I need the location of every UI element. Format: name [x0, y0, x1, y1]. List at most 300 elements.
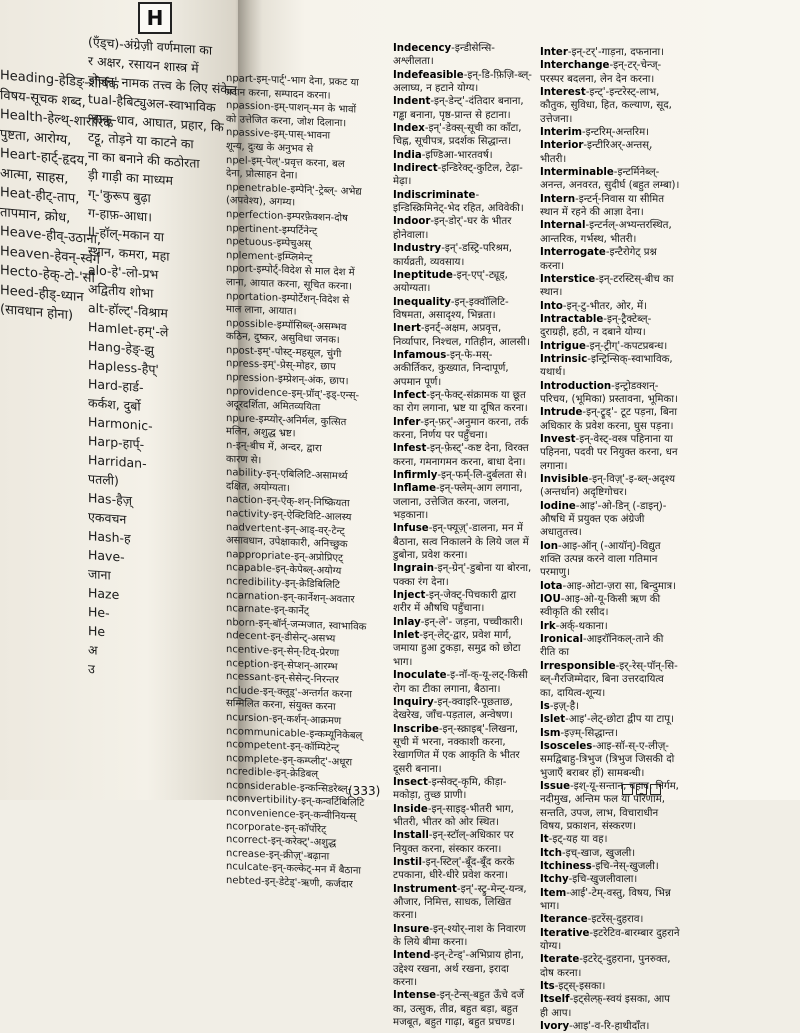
dictionary-entry — [540, 300, 680, 313]
entry-definition: -इनर्ट्-अक्षम, अप्रवृत्त, निर्व्यापार, निश्चल, गतिहीन, आलसी। — [393, 323, 530, 348]
dictionary-entry: npure-इम्प्योर्-अनिर्मल, कुत्सित — [226, 412, 347, 429]
dictionary-entry: र अक्षर, रसायन शास्त्र में — [88, 53, 199, 76]
dictionary-entry — [540, 927, 680, 954]
dictionary-entry — [393, 189, 533, 216]
dictionary-entry: ncredibility-इन्-क्रेडिबिलिटि — [226, 575, 340, 591]
dictionary-entry: nplement-इम्प्लिमेन्ट् — [226, 249, 313, 264]
dictionary-entry — [540, 126, 680, 139]
entry-definition: -इन्'-डेक्स्-सूची का काँटा, चिह्न, सूचीपत्र, प्रदर्शक सिद्धान्त। — [393, 123, 522, 148]
dictionary-entry — [540, 500, 680, 540]
entry-definition: -इन्ट्'-इन्टरेस्ट्-लाभ, कौतुक, सुविधा, हित, कल्याण, सूद, उत्तेजना। — [540, 87, 672, 125]
dictionary-entry — [393, 149, 533, 162]
dictionary-entry — [393, 482, 533, 522]
dictionary-entry: ncompetent-इन्-कॉम्पिटेन्ट् — [226, 739, 340, 755]
entry-headword: Insure — [393, 923, 430, 935]
dictionary-entry — [540, 473, 680, 500]
entry-definition: -इन्-फ़र्'-अनुमान करना, तर्क करना, निर्णय पर पहुँचना। — [393, 416, 529, 441]
dictionary-entry — [393, 296, 533, 323]
entry-definition: -इन्-डोर्'-घर के भीतर होनेवाला। — [393, 216, 512, 241]
entry-headword: Inflame — [393, 483, 436, 495]
entry-definition: -इन्-फर्म्-लि-दुर्बलता से। — [437, 470, 527, 481]
entry-headword: Inequality — [393, 296, 451, 308]
dictionary-entry: पुष्टता, आरोग्य, — [0, 126, 72, 148]
dictionary-entry — [393, 589, 533, 616]
entry-definition: -इन्ट्रिन्सिक्-स्वाभाविक, यथार्थ। — [540, 353, 673, 379]
entry-headword: Interstice — [540, 273, 596, 285]
dictionary-entry: npress-इम्'-प्रेस्-मोहर, छाप — [226, 358, 336, 374]
entry-definition: -इचि-खुजलीवाला। — [568, 874, 638, 886]
entry-definition: -इन्-इक्वॉलिटि-विषमता, असादृश्य, भिन्नता। — [393, 296, 509, 321]
entry-headword: Instrument — [393, 883, 457, 895]
entry-definition: -आइ'-व-रि-हाथीदाँत। — [569, 1021, 650, 1033]
entry-definition: -इन्डिरेक्ट्-कुटिल, टेढ़ा-मेढ़ा। — [393, 163, 523, 188]
entry-headword: Industry — [393, 243, 442, 255]
dictionary-entry: देना, प्रोत्साहन देना। — [226, 168, 298, 182]
dictionary-entry — [393, 442, 533, 469]
dictionary-entry: nperfection-इम्परफ़ेक्शन-दोष — [226, 208, 348, 225]
dictionary-entry: npassion-इम्-पाशन्-मन के भावों — [226, 100, 357, 116]
left-page-column-outer — [0, 66, 150, 333]
dictionary-entry — [540, 620, 680, 633]
entry-definition: -आइ-ऑन् (-आयॉन्)-विद्युत शक्ति उत्पन्न करने वाला गतिमान परमाणु। — [540, 540, 661, 579]
entry-definition: -इन्सेक्ट्-कृमि, कीड़ा-मकोड़ा, तुच्छ प्राणी। — [393, 776, 507, 802]
entry-headword: Indent — [393, 96, 431, 108]
dictionary-entry — [540, 593, 680, 620]
entry-definition: -इन्-टर्-चेन्ज्-परस्पर बदलना, लेन देन करना। — [540, 60, 662, 85]
dictionary-entry — [393, 856, 533, 883]
entry-definition: -इन्डिस्क्रिमिनेट्-भेद रहित, अविवेकी। — [393, 189, 524, 215]
entry-headword: Irresponsible — [540, 660, 616, 672]
entry-headword: Inter — [540, 47, 568, 58]
dictionary-entry — [540, 340, 680, 353]
entry-headword: Iterative — [540, 927, 590, 939]
entry-headword: Itchy — [540, 874, 569, 886]
dictionary-entry — [540, 660, 680, 700]
dictionary-entry — [393, 989, 533, 1029]
entry-headword: Inert — [393, 323, 421, 335]
dictionary-entry: आत्मा, साहस, — [0, 165, 69, 187]
entry-definition: -आइ'-ओ-डिन् (-डाइन्)- औषधि में प्रयुक्त एक अंग्रेजी अधातुतत्त्व। — [540, 500, 667, 539]
dictionary-entry: Heed-हीड्-ध्यान — [0, 282, 84, 305]
dictionary-entry — [393, 242, 533, 269]
dictionary-entry — [393, 803, 533, 830]
entry-headword: Into — [540, 300, 563, 312]
dictionary-entry: nconvenience-इन्-कन्वीनियन्स् — [226, 807, 357, 823]
entry-definition: -इश्-यू-सन्तान, बहाव, निर्गम, नदीमुख, अन्तिम फल या परिणाम, सन्तति, उपज, लाभ, विचाराधीन विषय, प्रकाशन, संस्करण। — [540, 780, 679, 832]
entry-definition: -इज़्-है। — [549, 700, 580, 712]
dictionary-entry: ड्रोजन' नामक तत्त्व के लिए संकेत — [88, 72, 237, 98]
entry-definition: -इन्'-डस्ट्रि-परिश्रम, कार्यव्रती, व्यवसाय। — [393, 243, 512, 268]
entry-headword: Indirect — [393, 163, 438, 175]
footer-box — [650, 784, 661, 795]
dictionary-entry — [393, 522, 533, 562]
dictionary-entry — [540, 860, 680, 873]
entry-definition: -आइरॉनिकल्-ताने की रीति का — [540, 634, 664, 659]
dictionary-entry — [393, 95, 533, 122]
dictionary-entry: nport-इम्पोर्ट्-विदेश से माल देश में — [226, 263, 355, 279]
entry-headword: Infirmly — [393, 470, 438, 481]
dictionary-entry: ncredible-इन्-क्रेडिबल् — [226, 766, 319, 781]
dictionary-entry — [393, 122, 533, 149]
dictionary-entry: Hash-ह — [88, 528, 131, 546]
dictionary-entry: स्थान, कमरा, महा — [88, 243, 170, 264]
entry-definition: -इन्-ट्रीग्'-कपटप्रबन्ध। — [585, 340, 668, 352]
entry-headword: Intend — [393, 950, 431, 962]
dictionary-entry: माल लाना, आयात। — [226, 304, 297, 318]
entry-definition: -इट्स्-इसका। — [554, 981, 606, 993]
entry-definition: -इन्-लेट्-द्वार, प्रवेश मार्ग, जमाया हुआ टुकड़ा, समुद्र को छोटा भाग। — [393, 630, 521, 668]
entry-definition: -इ-नॉ-क्-यू-लट्-किसी रोग का टीका लगाना, बैठाना। — [393, 670, 528, 695]
entry-definition: -इन्-एप्'-ट्यूड्, अयोग्यता। — [393, 269, 508, 295]
entry-headword: Interim — [540, 127, 582, 139]
entry-headword: Inquiry — [393, 696, 434, 708]
entry-headword: Inside — [393, 803, 428, 815]
entry-headword: Irk — [540, 620, 556, 632]
dictionary-entry — [393, 562, 533, 589]
entry-definition: -इन्-ग्रेन्'-डुबोना या बोरना, पक्का रंग देना। — [393, 563, 532, 588]
entry-headword: Interest — [540, 87, 586, 99]
section-letter-box: H — [138, 2, 172, 34]
dictionary-entry: Health-हेल्थ्-शारीरिक — [0, 107, 114, 132]
entry-headword: Install — [393, 830, 429, 842]
dictionary-entry: Haze — [88, 585, 120, 603]
dictionary-entry — [393, 42, 533, 69]
dictionary-entry: (एँड्च)-अंग्रेज़ी वर्णमाला का — [88, 34, 213, 58]
entry-definition: -इन्-डि-फ़िज़ि-ब्ल्-अलाघ्य, न हटाने योग्य। — [393, 69, 532, 95]
entry-headword: Islet — [540, 714, 566, 726]
entry-definition: -इन्-टरस्टिस्-बीच का स्थान। — [540, 273, 674, 299]
dictionary-entry: ग-हाफ़-आधा। — [88, 205, 153, 225]
dictionary-entry — [540, 193, 680, 220]
dictionary-entry — [393, 949, 533, 989]
entry-headword: Instil — [393, 856, 422, 868]
entry-definition: -इटरेंस्-दुहराव। — [587, 914, 644, 926]
dictionary-entry: को उत्तेजित करना, जोश दिलाना। — [226, 113, 347, 129]
dictionary-entry: ncarnation-इन्-कार्नेशन्-अवतार — [226, 589, 355, 606]
entry-definition: -इन्टैरोगेट् प्रश्न करना। — [540, 247, 657, 272]
dictionary-entry — [393, 416, 533, 443]
dictionary-entry: ndecent-इन्-डीसेन्ट्-असभ्य — [226, 630, 336, 646]
entry-headword: Interchange — [540, 60, 610, 72]
dictionary-entry: tual-हैबिट्युअल-स्वाभाविक — [88, 91, 216, 115]
dictionary-entry: npetuous-इम्पेचुअस् — [226, 236, 311, 251]
dictionary-entry: nprovidence-इम्-प्रॉव्'-इड्-एन्स्- — [226, 385, 360, 402]
entry-definition: -इर्-रेस्-पॉन्-सि-ब्ल्-गैरजिम्मेदार, बिना उत्तरदायित्व का, दायित्व-शून्य। — [540, 660, 678, 699]
entry-headword: Ineptitude — [393, 269, 453, 281]
dictionary-entry — [393, 389, 533, 416]
entry-headword: Inlet — [393, 630, 420, 642]
entry-headword: Itch — [540, 847, 562, 859]
entry-headword: Itself — [540, 994, 570, 1006]
entry-definition: -इन्-फेक्ट्-संक्रामक या छूत का रोग लगाना, भ्रष्ट या दूषित करना। — [393, 389, 528, 415]
dictionary-entry: प्रदान करना, सम्पादन करना। — [226, 86, 331, 102]
entry-definition: -इन्-ट्रूड्'- टूट पड़ना, बिना अधिकार के प्रवेश करना, घुस पड़ना। — [540, 407, 677, 432]
entry-headword: Intrigue — [540, 340, 586, 352]
dictionary-entry: npertinent-इम्पर्टिनेन्ट् — [226, 222, 318, 237]
entry-headword: Inlay — [393, 616, 421, 628]
dictionary-entry — [540, 433, 680, 473]
dictionary-entry: He — [88, 623, 106, 640]
dictionary-entry: Hang-हेङ्-झु — [88, 338, 154, 358]
dictionary-entry: सम्मिलित करना, संयुक्त करना — [226, 698, 336, 714]
entry-headword: Invisible — [540, 474, 589, 485]
dictionary-entry: ना का बनाने की कठोरता — [88, 148, 200, 171]
dictionary-entry: Heat-हीट्-ताप, — [0, 185, 80, 207]
dictionary-entry — [393, 923, 533, 950]
entry-definition: -इन्-फ्लेम्-आग लगाना, जलाना, उत्तेजित करना, जलना, भड़काना। — [393, 483, 523, 522]
dictionary-entry — [393, 829, 533, 856]
entry-definition: -इन्टीरिअर्-अन्तस्, भीतरी। — [540, 140, 653, 165]
page-number: (333) — [348, 784, 381, 798]
dictionary-entry — [540, 833, 680, 846]
dictionary-entry: n-इन्-बीच में, अन्दर, द्वारा — [226, 440, 322, 455]
entry-headword: Inoculate — [393, 670, 447, 682]
dictionary-entry: npel-इम्-पेल्'-प्रवृत्त करना, बल — [226, 154, 345, 170]
entry-headword: Interrogate — [540, 247, 606, 259]
entry-headword: Indiscriminate — [393, 189, 476, 201]
dictionary-column-middle — [393, 42, 533, 1029]
dictionary-entry: ncorporate-इन्-कॉर्पोरेट् — [226, 820, 327, 836]
dictionary-entry: Hard-हार्ड- — [88, 376, 144, 395]
dictionary-entry: (अपवेश्य), अगम्य। — [226, 195, 296, 209]
dictionary-entry — [540, 380, 680, 407]
dictionary-entry: एकवचन — [88, 509, 127, 527]
dictionary-entry — [393, 696, 533, 723]
dictionary-entry: Has-हैज़् — [88, 490, 132, 509]
entry-headword: Ion — [540, 540, 559, 552]
dictionary-entry: Hamlet-हम्'-ले — [88, 319, 169, 340]
gutter-column — [226, 72, 376, 893]
dictionary-entry — [540, 887, 680, 914]
entry-definition: -इन्-टु-भीतर, ओर, में। — [562, 300, 648, 312]
dictionary-entry: लाना, आयात करना, सूचित करना। — [226, 276, 352, 293]
entry-headword: Isosceles — [540, 740, 593, 752]
dictionary-entry: Heave-हीव्-उठाना, — [0, 224, 102, 248]
dictionary-entry: npost-इम्'-पोस्ट्-महसूल, चुंगी — [226, 344, 342, 360]
entry-definition: -इन्-टर्'-गाड़ना, दफनाना। — [567, 47, 664, 58]
dictionary-entry: Harmonic- — [88, 414, 153, 434]
entry-headword: Ism — [540, 727, 561, 739]
entry-headword: Intrude — [540, 407, 583, 419]
dictionary-entry: nebted-इन्-डेटेड्'-ऋणी, कर्जदार — [226, 875, 353, 891]
dictionary-entry — [393, 616, 533, 629]
entry-headword: Index — [393, 123, 425, 135]
entry-headword: Ingrain — [393, 563, 434, 575]
dictionary-entry: ग्-'कुरूप बुढ़ा — [88, 186, 151, 206]
entry-definition: -इट्-यह या वह। — [548, 834, 608, 846]
entry-definition: -इन्-फे-मस्-अकीर्तिकर, कुख्यात, निन्दापूर्ण, अपमान पूर्ण। — [393, 349, 509, 388]
dictionary-entry — [540, 166, 680, 193]
entry-headword: Infect — [393, 389, 427, 401]
dictionary-entry: मलिन, अशुद्ध भ्रष्ट। — [226, 426, 296, 440]
entry-definition: -आइ'-लेट्-छोटा द्वीप या टापू। — [565, 714, 674, 726]
entry-definition: -इन्डीसेन्सि-अश्लीलता। — [393, 43, 495, 68]
entry-definition: -इन्टर्नल्-अभ्यन्तरस्थित, आन्तरिक, गर्भस्थ, भीतरी। — [540, 220, 672, 245]
entry-definition: -इन्-टेन्स्-बहुत ऊँचे दर्जे का, उत्सुक, तीव्र, बहुत बड़ा, बहुत मजबूत, बहुत गाढ़ा, बहुत प्रचण्ड। — [393, 990, 524, 1029]
entry-definition: -इचि-नेस्-खुजली। — [591, 860, 659, 872]
dictionary-entry: कर्कश, दुर्बो — [88, 395, 141, 414]
entry-headword: Inject — [393, 590, 426, 602]
dictionary-entry: ll-हॉल्-मकान या — [88, 224, 165, 245]
dictionary-entry — [540, 873, 680, 886]
entry-definition: -इन्-स्टॉल्-अधिकार पर नियुक्त करना, संस्कार करना। — [393, 830, 514, 855]
dictionary-entry — [540, 633, 680, 660]
entry-definition: -इन्-टेन्ड्'-अभिप्राय होना, उद्देश्य रखना, अर्थ रखना, इरादा करना। — [393, 950, 524, 989]
footer-box — [622, 784, 633, 795]
dictionary-entry: अद्वितीय शोभा — [88, 281, 154, 301]
dictionary-entry: Heart-हार्ट्-हृदय, — [0, 146, 89, 169]
entry-headword: Itchiness — [540, 860, 592, 872]
dictionary-entry: npenetrable-इम्पेनि्'-ट्रेब्ल्- अभेद्य — [226, 181, 362, 198]
dictionary-entry — [540, 993, 680, 1020]
dictionary-entry — [540, 1020, 680, 1033]
dictionary-entry: उ — [88, 661, 95, 677]
entry-headword: Ironical — [540, 634, 583, 646]
dictionary-entry: ncursion-इन्-कर्शन्-आक्रमण — [226, 711, 342, 727]
dictionary-entry: npassive-इम्-पास्-भावना — [226, 127, 331, 143]
dictionary-entry: Harp-हार्प्- — [88, 433, 145, 452]
dictionary-entry: nconvertibility-इन्-कन्वर्टिबिलिटि — [226, 793, 365, 810]
entry-definition: -इट्सेल्फ़्-स्वयं इसका, आप ही आप। — [540, 994, 670, 1019]
footer-boxes — [622, 780, 664, 799]
dictionary-entry: ड़ी गाड़ी का माध्यम — [88, 167, 174, 188]
dictionary-entry — [393, 322, 533, 349]
dictionary-entry: जाना — [88, 566, 111, 583]
dictionary-entry: कठिन, दुष्कर, असुविधा जनक। — [226, 331, 340, 347]
entry-definition: -इन्टर्न्-निवास या सीमित स्थान में रहने की आज्ञा देना। — [540, 193, 665, 219]
dictionary-entry: nportation-इम्पोर्टेशन्-विदेश से — [226, 290, 350, 306]
entry-definition: -इन्टरिम्-अन्तरिम। — [581, 127, 650, 139]
entry-headword: India — [393, 149, 422, 161]
entry-definition: -इन्-ले'- जड़ना, पच्चीकारी। — [420, 616, 524, 628]
dictionary-entry — [540, 540, 680, 580]
entry-definition: -इन्-क्वाइरि-पूछताछ, देखरेख, जाँच-पड़ताल, अन्वेषण। — [393, 696, 513, 722]
dictionary-entry — [540, 86, 680, 126]
entry-headword: Interior — [540, 140, 584, 152]
footer-box — [636, 784, 647, 795]
dictionary-entry: alt-हॉल्ट्'-विश्राम — [88, 300, 168, 321]
dictionary-entry: अ — [88, 642, 98, 658]
dictionary-entry: तापमान, क्रोध, — [0, 204, 71, 226]
dictionary-entry: nconsiderable-इन्कन्सिडरेब्ल्- — [226, 779, 352, 796]
entry-headword: Invest — [540, 433, 576, 445]
entry-headword: Introduction — [540, 380, 612, 392]
entry-headword: Indefeasible — [393, 69, 464, 81]
entry-definition: -इटरेट्-दुहराना, पुनरुक्त, दोष करना। — [540, 954, 671, 979]
entry-definition: -इन्-जेक्ट्-पिचकारी द्वारा शरीर में औषधि पहुँचाना। — [393, 590, 516, 615]
dictionary-entry — [393, 776, 533, 803]
entry-headword: Intense — [393, 990, 437, 1002]
dictionary-entry — [540, 353, 680, 380]
entry-headword: Iodine — [540, 500, 576, 512]
dictionary-entry — [540, 139, 680, 166]
dictionary-entry: विषय-सूचक शब्द, — [0, 87, 86, 110]
entry-headword: Intern — [540, 193, 576, 205]
dictionary-entry — [393, 162, 533, 189]
entry-headword: Infuse — [393, 523, 429, 535]
dictionary-entry: nclude-इन्-क्लूड्'-अन्तर्गत करना — [226, 684, 352, 701]
dictionary-entry: ncorrect-इन्-करेक्ट्'-अशुद्ध — [226, 834, 337, 850]
entry-definition: -इटरेटिव-बारम्बार दुहराने योग्य। — [540, 927, 680, 953]
dictionary-column-right — [540, 46, 680, 1033]
entry-headword: Iterate — [540, 954, 580, 966]
dictionary-entry: ncentive-इन्-सेन्-टिव्-प्रेरणा — [226, 643, 340, 659]
dictionary-entry — [540, 59, 680, 86]
entry-definition: -इन्-वेस्ट्-वस्त्र पहिनाना या पहिनना, पदवी पर नियुक्त करना, धन लगाना। — [540, 433, 678, 472]
dictionary-entry: असावधान, उपेक्षाकारी, अनिच्छुक — [226, 535, 348, 551]
entry-definition: -इन्-फ्यूज़्'-डालना, मन में बैठाना, सत्व निकालने के लिये जल में डुबोना, प्रवेश करना। — [393, 523, 529, 562]
entry-headword: Interminable — [540, 167, 614, 179]
entry-headword: Infamous — [393, 349, 447, 361]
dictionary-entry: npression-इम्प्रेशन्-अंक, छाप। — [226, 372, 349, 388]
entry-definition: -इन्टर्मिनेब्ल्-अनन्त, अनवरत, सुदीर्घ (बहुत लम्बा)। — [540, 167, 680, 192]
dictionary-entry — [540, 46, 680, 59]
dictionary-entry: Have- — [88, 547, 125, 565]
dictionary-entry — [393, 69, 533, 96]
dictionary-entry: nappropriate-इन्-अप्रोप्रिएट् — [226, 548, 344, 564]
entry-headword: Iota — [540, 580, 563, 592]
dictionary-entry: Heaven-हेवन्-स्वर्ग — [0, 243, 101, 268]
entry-headword: Indoor — [393, 216, 431, 228]
dictionary-entry: alo-हे'-लो-प्रभ — [88, 262, 159, 282]
dictionary-entry — [393, 349, 533, 389]
entry-headword: Inscribe — [393, 723, 439, 735]
dictionary-entry — [540, 913, 680, 926]
entry-definition: -इच्-खाज, खुजली। — [561, 847, 636, 859]
dictionary-entry — [393, 269, 533, 296]
entry-headword: Iterance — [540, 914, 588, 926]
dictionary-entry — [540, 273, 680, 300]
entry-headword: Item — [540, 887, 567, 899]
dictionary-entry: Heading-हेडिङ्-शीर्षक — [0, 68, 119, 94]
entry-headword: Is — [540, 700, 550, 712]
dictionary-entry: nactivity-इन्-ऐक्टिविटि-आलस्य — [226, 508, 352, 524]
dictionary-entry — [540, 740, 680, 780]
dictionary-entry — [540, 313, 680, 340]
dictionary-entry: ncessant-इन्-सेसेन्ट्-निरन्तर — [226, 671, 339, 687]
entry-definition: -इन्-डेन्ट्'-दंतिदार बनाना, गड्ढा बनाना, पृष्ठ-प्रान्त से हटाना। — [393, 96, 524, 121]
entry-headword: Internal — [540, 220, 586, 232]
dictionary-entry — [393, 669, 533, 696]
entry-definition: -आइ-सॉ-स्-ए-लीज़्-समद्विबाहु-त्रिभुज (त्रिभुज जिसकी दो भुजाएँ बराबर हों) सामबन्धी। — [540, 740, 675, 779]
dictionary-entry: ncrease-इन्-क्रीज़्'-बढ़ाना — [226, 847, 330, 863]
dictionary-entry — [540, 727, 680, 740]
dictionary-entry — [393, 215, 533, 242]
entry-definition: -इन्-स्टिल्'-बूँद-बूँद करके टपकाना, धीरे-धीरे प्रवेश करना। — [393, 856, 515, 882]
dictionary-entry: nception-इन्-सेप्शन्-आरम्भ — [226, 657, 338, 673]
entry-definition: -आइ-ओटा-ज़रा सा, बिन्दुमात्र। — [562, 580, 677, 592]
entry-headword: Infer — [393, 416, 421, 428]
dictionary-entry: शून्य, दुःख के अनुभव से — [226, 140, 314, 156]
entry-definition: -इन्-श्योर्-नाश के निवारण के लिये बीमा करना। — [393, 923, 526, 949]
entry-definition: -आइ-ओ-यू-किसी ऋण की स्वीकृति की रसीद। — [540, 594, 661, 619]
entry-definition: -इन्-विज़्'-इ-ब्ल्-अदृश्य (अन्तर्धान) अदृष्टिगोचर। — [540, 474, 676, 499]
dictionary-entry — [393, 883, 533, 923]
dictionary-entry: nculcate-इन्-कल्केट्-मन में बैठाना — [226, 861, 361, 878]
dictionary-entry: ncarnate-इन्-कार्नेट् — [226, 603, 309, 618]
entry-headword: Insect — [393, 776, 428, 788]
dictionary-entry: टट्टू, तोड़ने या काटने का — [88, 129, 194, 152]
dictionary-entry: कारण से। — [226, 453, 262, 466]
dictionary-entry: पतली) — [88, 471, 119, 489]
entry-definition: -इन्-ट्रैक्टेब्ल्-दुराग्रही, हठी, न दबाने योग्य। — [540, 313, 652, 339]
dictionary-entry — [540, 700, 680, 713]
dictionary-entry: nadvertent-इन्-आड्-वर्-टेन्ट् — [226, 521, 345, 537]
entry-headword: Ivory — [540, 1021, 570, 1033]
dictionary-entry: Hapless-हैप्' — [88, 357, 159, 377]
dictionary-entry: दक्षित, अयोग्यता। — [226, 480, 290, 495]
entry-definition: -इन्-फ़ेस्ट्'-कष्ट देना, विरक्त करना, गमनागमन करना, बाधा देना। — [393, 443, 529, 468]
